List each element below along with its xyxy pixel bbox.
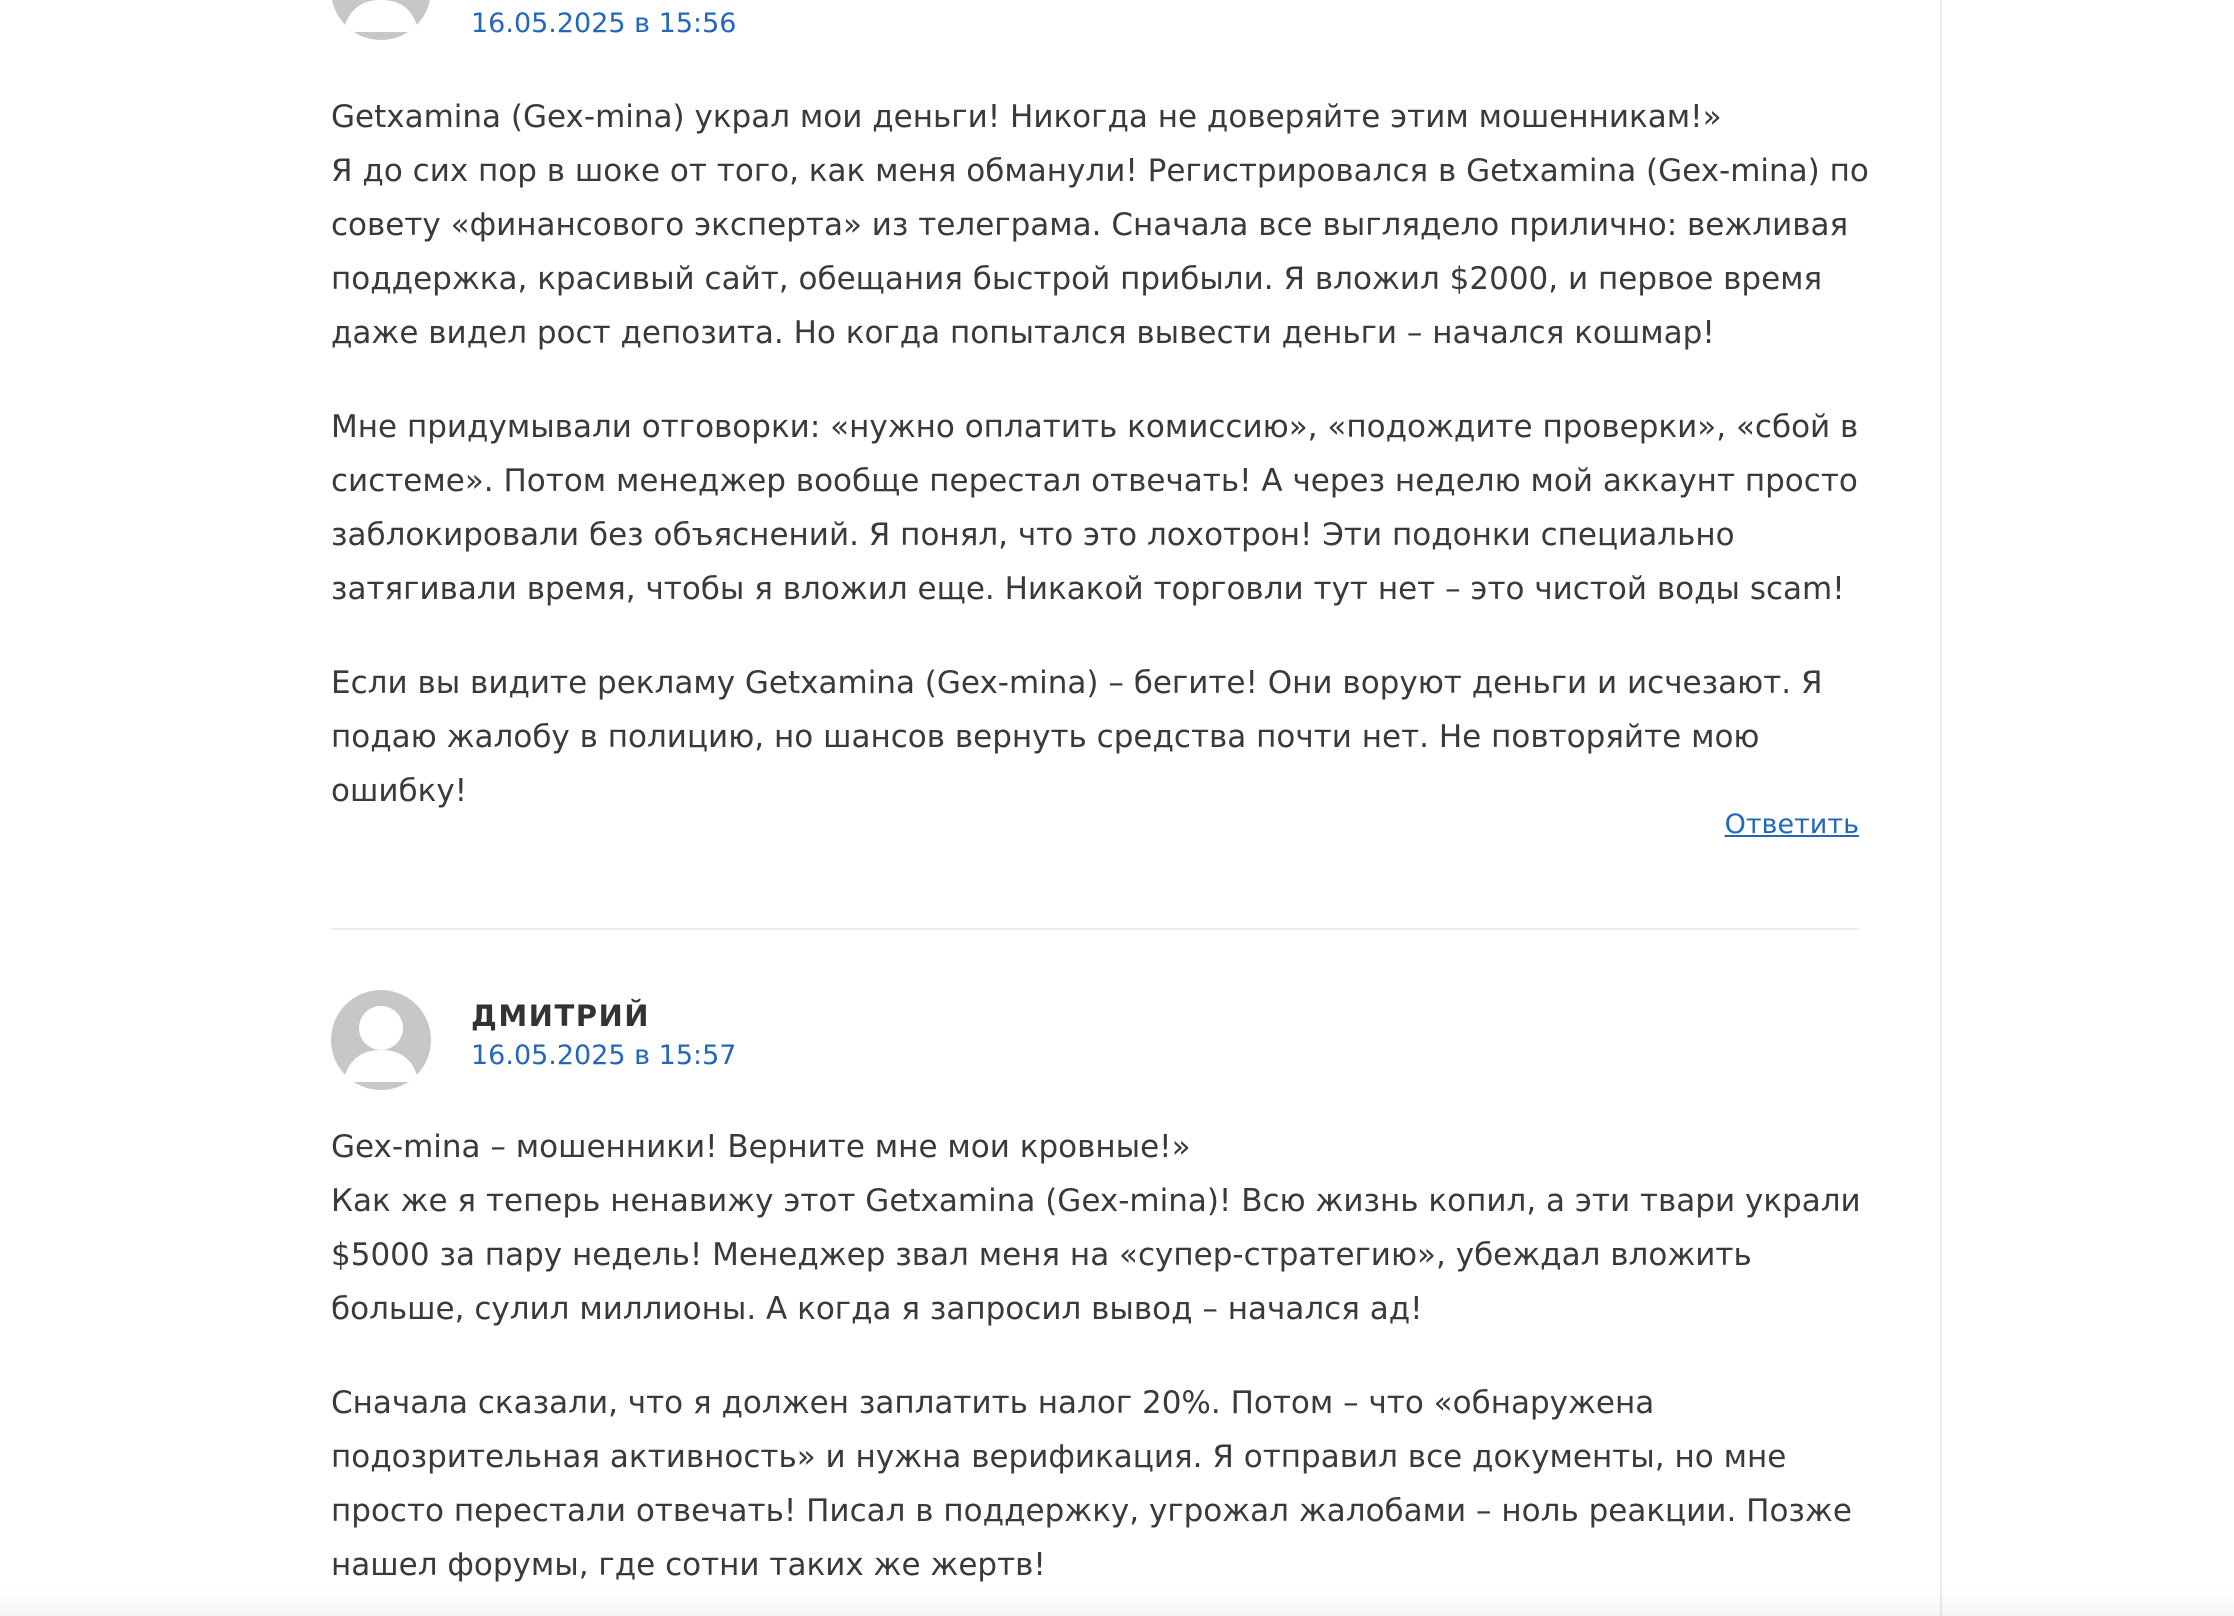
comment-paragraph: Gex-mina – мошенники! Верните мне мои кровные!» Как же я теперь ненавижу этот Getxamina (Gex-mina)! Всю жизнь копил, а эти твари украли $5000 за пару недель! Менеджер звал меня на «супер-стратегию», убеждал вложить больше, сулил миллионы. А когда я запросил вывод – начался ад! — [331, 1129, 1861, 1327]
comment-meta — [471, 4, 736, 44]
comment-date-link[interactable]: 16.05.2025 в 15:57 — [471, 1040, 737, 1071]
comment-body — [331, 90, 1871, 858]
avatar-placeholder-icon — [331, 990, 431, 1090]
avatar-placeholder-icon — [331, 0, 431, 40]
comment-author: ДМИТРИЙ — [471, 999, 651, 1033]
comment-paragraph: Сначала сказали, что я должен заплатить налог 20%. Потом – что «обнаружена подозрительная активность» и нужна верификация. Я отправил все документы, но мне просто перестали отвечать! Писал в поддержку, угрожал жалобами – ноль реакции. Позже нашел форумы, где сотни таких же жертв! — [331, 1385, 1852, 1583]
comment-paragraph: Если вы видите рекламу Getxamina (Gex-mina) – бегите! Они воруют деньги и исчезают. Я подаю жалобу в полицию, но шансов вернуть средства почти нет. Не повторяйте мою ошибку! — [331, 665, 1823, 809]
reply-link[interactable]: Ответить — [1724, 809, 1859, 840]
comment-body — [331, 1120, 1871, 1616]
reply-row — [331, 805, 1859, 845]
comment-paragraph: Getxamina (Gex-mina) украл мои деньги! Никогда не доверяйте этим мошенникам!» Я до сих пор в шоке от того, как меня обманули! Регистрировался в Getxamina (Gex-mina) по совету «финансового эксперта» из телеграма. Сначала все выглядело прилично: вежливая поддержка, красивый сайт, обещания быстрой прибыли. Я вложил $2000, и первое время даже видел рост депозита. Но когда попытался вывести деньги – начался кошмар! — [331, 99, 1869, 351]
comment-meta — [471, 996, 736, 1076]
comment-date-link[interactable]: 16.05.2025 в 15:56 — [471, 8, 737, 39]
comment-divider — [331, 928, 1859, 930]
content-border — [1940, 0, 1942, 1616]
comment-paragraph: Мне придумывали отговорки: «нужно оплатить комиссию», «подождите проверки», «сбой в системе». Потом менеджер вообще перестал отвечать! А через неделю мой аккаунт просто заблокировали без объяснений. Я понял, что это лохотрон! Эти подонки специально затягивали время, чтобы я вложил еще. Никакой торговли тут нет – это чистой воды scam! — [331, 409, 1859, 607]
bottom-scroll-shadow — [0, 1588, 2234, 1616]
